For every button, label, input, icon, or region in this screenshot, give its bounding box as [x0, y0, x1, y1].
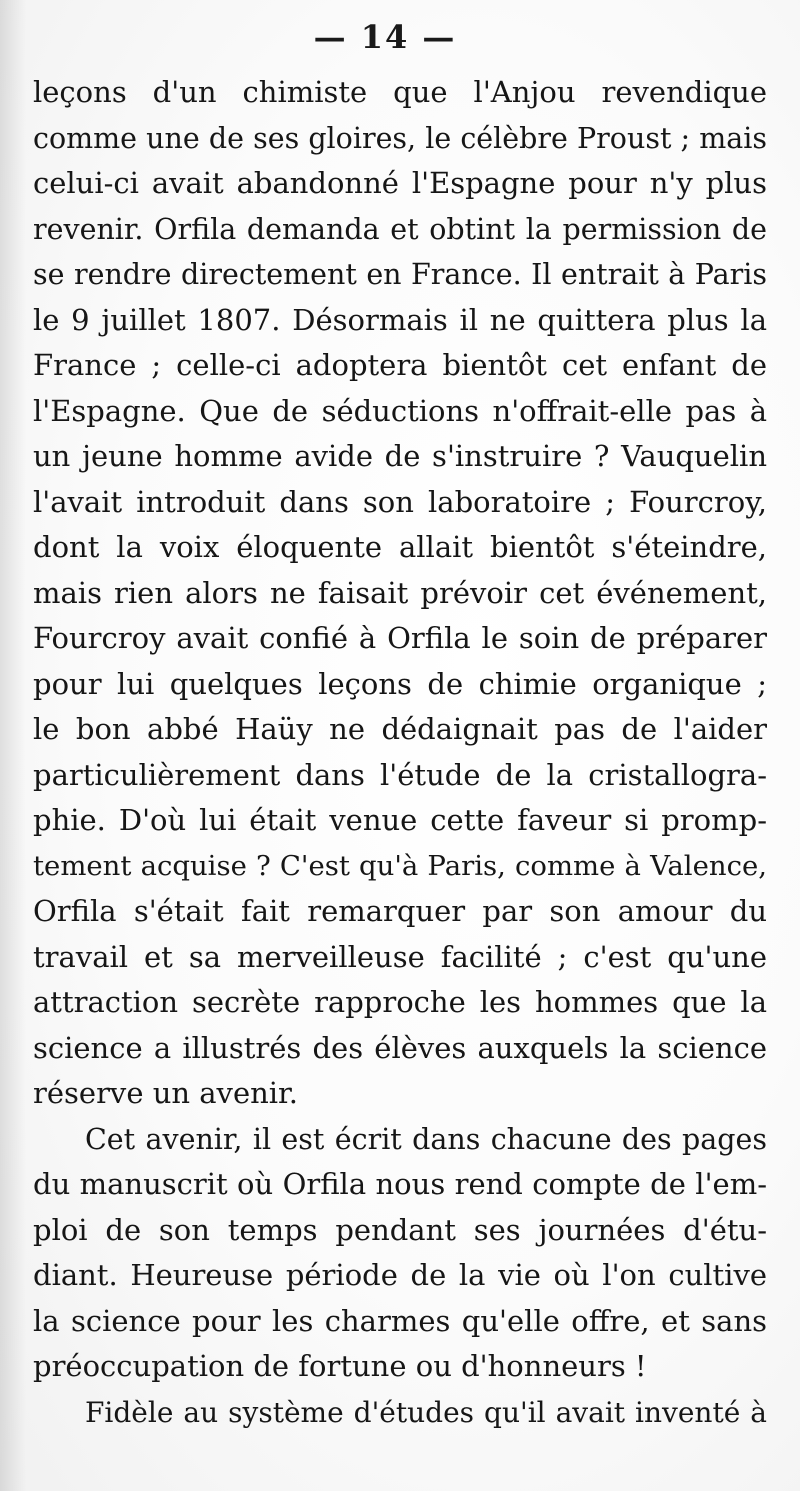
text-line: du manuscrit où Orfila nous rend compte de l'em-	[33, 1167, 767, 1201]
text-line: travail et sa merveilleuse facilité ; c'est qu'une	[33, 939, 767, 974]
text-line: Cet avenir, il est écrit dans chacune des pages	[85, 1122, 767, 1156]
text-line: Orfila s'était fait remarquer par son amour du	[33, 894, 767, 928]
text-line: diant. Heureuse période de la vie où l'on cultive	[33, 1258, 767, 1292]
text-line: tement acquise ? C'est qu'à Paris, comme à Valence,	[33, 849, 767, 882]
text-line: un jeune homme avide de s'instruire ? Vauquelin	[33, 439, 767, 473]
text-line: le 9 juillet 1807. Désormais il ne quittera plus la	[33, 302, 767, 337]
text-line: phie. D'où lui était venue cette faveur si promp-	[33, 803, 767, 837]
text-line: l'avait introduit dans son laboratoire ; Fourcroy,	[33, 484, 767, 519]
text-line: leçons d'un chimiste que l'Anjou revendique	[33, 75, 767, 109]
text-line: mais rien alors ne faisait prévoir cet événement,	[33, 575, 767, 610]
text-line: pour lui quelques leçons de chimie organique ;	[33, 666, 767, 701]
body-text	[33, 70, 767, 1435]
text-line: celui-ci avait abandonné l'Espagne pour n'y plus	[33, 166, 767, 200]
text-line: comme une de ses gloires, le célèbre Proust ; mais	[33, 121, 767, 155]
text-line: particulièrement dans l'étude de la cristallogra-	[33, 757, 767, 792]
text-line: dont la voix éloquente allait bientôt s'éteindre,	[33, 530, 767, 564]
text-line: science a illustrés des élèves auxquels la science	[33, 1030, 767, 1065]
text-line: revenir. Orfila demanda et obtint la permission de	[33, 212, 767, 246]
text-line: Fourcroy avait confié à Orfila le soin de préparer	[33, 621, 767, 655]
text-line: Fidèle au système d'études qu'il avait inventé à	[85, 1395, 767, 1429]
binding-shadow	[0, 0, 26, 1491]
text-line: se rendre directement en France. Il entrait à Paris	[33, 258, 767, 291]
page-number: — 14 —	[313, 18, 457, 56]
text-line: attraction secrète rapproche les hommes que la	[33, 985, 767, 1019]
text-line: réserve un avenir.	[33, 1076, 298, 1110]
text-line: préoccupation de fortune ou d'honneurs !	[33, 1349, 647, 1383]
text-line: ploi de son temps pendant ses journées d'étu-	[33, 1212, 767, 1247]
text-line: France ; celle-ci adoptera bientôt cet enfant de	[33, 348, 767, 382]
text-line: l'Espagne. Que de séductions n'offrait-elle pas à	[33, 393, 767, 428]
text-line: la science pour les charmes qu'elle offre, et sans	[33, 1303, 767, 1338]
text-line: le bon abbé Haüy ne dédaignait pas de l'aider	[33, 712, 767, 746]
